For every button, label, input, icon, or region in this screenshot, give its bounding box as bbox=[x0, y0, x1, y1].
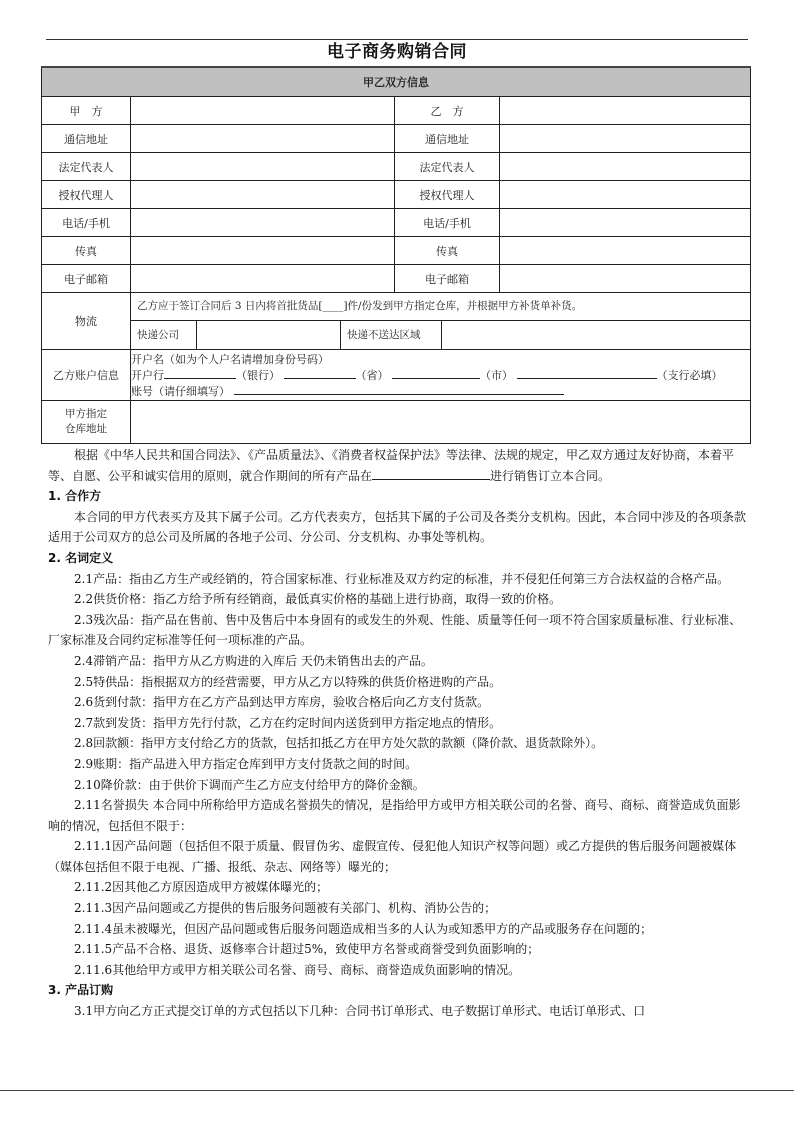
warehouse-address-field[interactable] bbox=[131, 401, 751, 444]
party-b-phone-field[interactable] bbox=[500, 209, 751, 237]
branch-field[interactable] bbox=[517, 367, 657, 379]
party-a-email-label: 电子邮箱 bbox=[42, 265, 131, 293]
definition-item: 2.11.4虽未被曝光，但因产品问题或售后服务问题造成相当多的人认为或知悉甲方的产品或服务存在问题的； bbox=[74, 921, 653, 936]
definition-item: 2.8回款额：指甲方支付给乙方的货款，包括扣抵乙方在甲方处欠款的款额（降价款、退货款除外）。 bbox=[74, 736, 604, 751]
table-row bbox=[42, 209, 751, 237]
definition-item: 2.11.5产品不合格、退货、返修率合计超过5%，致使甲方名誉或商誉受到负面影响的； bbox=[74, 942, 540, 957]
city-suffix: （市） bbox=[480, 368, 513, 382]
party-info-header: 甲乙双方信息 bbox=[42, 67, 751, 97]
page-bottom-rule bbox=[0, 1090, 794, 1091]
no-delivery-area-label: 快递不送达区域 bbox=[341, 321, 442, 349]
party-b-email-label: 电子邮箱 bbox=[395, 265, 500, 293]
definition-item: 2.10降价款：由于供价下调而产生乙方应支付给甲方的降价金额。 bbox=[74, 777, 425, 792]
intro-text-a: 根据《中华人民共和国合同法》、《产品质量法》、《消费者权益保护法》等法律、法规的规定，甲乙双方通过友好协商，本着平等、自愿、公平和诚实信用的原则，就合作期间的所有产品在 bbox=[48, 448, 735, 483]
definition-item: 2.11名誉损失 本合同中所称给甲方造成名誉损失的情况，是指给甲方或甲方相关联公司的名誉、商号、商标、商誉造成负面影响的情况，包括但不限于： bbox=[48, 798, 741, 833]
party-a-label: 甲 方 bbox=[42, 97, 131, 125]
no-delivery-area-field[interactable] bbox=[442, 321, 750, 349]
table-row bbox=[42, 237, 751, 265]
party-a-field[interactable] bbox=[131, 97, 395, 125]
section-1-text: 本合同的甲方代表买方及其下属子公司。乙方代表卖方，包括其下属的子公司及各类分支机构。因此，本合同中涉及的各项条款适用于公司双方的总公司及所属的各地子公司、分公司、分支机构、办事处等机构。 bbox=[48, 509, 747, 545]
table-row bbox=[42, 125, 751, 153]
definition-item: 2.4滞销产品：指甲方从乙方购进的入库后 天仍未销售出去的产品。 bbox=[74, 653, 433, 668]
party-a-address-field[interactable] bbox=[131, 125, 395, 153]
account-name-line: 开户名（如为个人户名请增加身份号码） bbox=[131, 352, 329, 366]
logistics-terms bbox=[131, 293, 750, 321]
party-a-address-label: 通信地址 bbox=[42, 125, 131, 153]
definition-item: 2.9账期：指产品进入甲方指定仓库到甲方支付货款之间的时间。 bbox=[74, 756, 418, 771]
logistics-label: 物流 bbox=[42, 293, 131, 350]
party-b-fax-field[interactable] bbox=[500, 237, 751, 265]
definition-item: 2.3残次品：指产品在售前、售中及售后中本身固有的或发生的外观、性能、质量等任何一项不符合国家质量标准、行业标准、厂家标准及合同约定标准等任何一项标准的产品。 bbox=[48, 612, 742, 648]
party-b-address-field[interactable] bbox=[500, 125, 751, 153]
definition-item: 2.11.2因其他乙方原因造成甲方被媒体曝光的； bbox=[74, 880, 329, 895]
bank-prefix: 开户行 bbox=[131, 368, 164, 382]
party-a-agent-field[interactable] bbox=[131, 181, 395, 209]
logistics-terms-pre: 乙方应于签订合同后 3 日内将首批货品[ bbox=[137, 300, 323, 312]
party-a-legal-rep-field[interactable] bbox=[131, 153, 395, 181]
definition-item: 2.5特供品：指根据双方的经营需要，甲方从乙方以特殊的供货价格进购的产品。 bbox=[74, 674, 502, 689]
intro-paragraph bbox=[48, 445, 748, 486]
province-suffix: （省） bbox=[355, 368, 389, 382]
party-a-legal-rep-label: 法定代表人 bbox=[42, 153, 131, 181]
logistics-row bbox=[42, 293, 751, 350]
party-a-fax-label: 传真 bbox=[42, 237, 131, 265]
city-field[interactable] bbox=[392, 367, 480, 379]
ordering-item: 3.1甲方向乙方正式提交订单的方式包括以下几种：合同书订单形式、电子数据订单形式、电话订单形式、口 bbox=[74, 1004, 646, 1019]
party-b-legal-rep-field[interactable] bbox=[500, 153, 751, 181]
bank-name-field[interactable] bbox=[164, 367, 236, 379]
party-b-address-label: 通信地址 bbox=[395, 125, 500, 153]
sales-platform-field[interactable] bbox=[372, 467, 490, 480]
section-1-heading: 1. 合作方 bbox=[48, 489, 102, 504]
logistics-terms-post: ]件/份发到甲方指定仓库，并根据甲方补货单补货。 bbox=[343, 300, 583, 312]
branch-suffix: （支行必填） bbox=[656, 368, 723, 382]
province-field[interactable] bbox=[284, 367, 356, 379]
warehouse-label-line1: 甲方指定 bbox=[65, 408, 107, 420]
party-a-phone-label: 电话/手机 bbox=[42, 209, 131, 237]
definition-item: 2.1产品：指由乙方生产或经销的，符合国家标准、行业标准及双方约定的标准，并不侵犯任何第三方合法权益的合格产品。 bbox=[74, 571, 730, 586]
table-row bbox=[42, 153, 751, 181]
party-b-legal-rep-label: 法定代表人 bbox=[395, 153, 500, 181]
account-bank-line bbox=[131, 367, 750, 383]
party-a-agent-label: 授权代理人 bbox=[42, 181, 131, 209]
intro-text-b: 进行销售订立本合同。 bbox=[490, 468, 611, 483]
account-number-field[interactable] bbox=[234, 383, 564, 395]
table-row bbox=[42, 97, 751, 125]
definition-item: 2.7款到发货：指甲方先行付款，乙方在约定时间内送货到甲方指定地点的情形。 bbox=[74, 715, 502, 730]
first-batch-quantity-field[interactable]: ____ bbox=[322, 300, 344, 312]
section-3-heading: 3. 产品订购 bbox=[48, 983, 114, 998]
account-details bbox=[131, 350, 751, 401]
account-number-prefix: 账号（请仔细填写） bbox=[131, 384, 230, 398]
definition-item: 2.2供货价格：指乙方给予所有经销商，最低真实价格的基础上进行协商，取得一致的价格。 bbox=[74, 592, 562, 607]
definition-item: 2.6货到付款：指甲方在乙方产品到达甲方库房，验收合格后向乙方支付货款。 bbox=[74, 695, 490, 710]
definition-item: 2.11.3因产品问题或乙方提供的售后服务问题被有关部门、机构、消协公告的； bbox=[74, 901, 497, 916]
party-a-fax-field[interactable] bbox=[131, 237, 395, 265]
table-row bbox=[42, 181, 751, 209]
party-b-label: 乙 方 bbox=[395, 97, 500, 125]
definition-item: 2.11.6其他给甲方或甲方相关联公司名誉、商号、商标、商誉造成负面影响的情况。 bbox=[74, 962, 521, 977]
bank-suffix: （银行） bbox=[236, 368, 280, 382]
account-number-line bbox=[131, 383, 750, 399]
party-a-email-field[interactable] bbox=[131, 265, 395, 293]
courier-company-label: 快递公司 bbox=[131, 321, 197, 349]
account-row bbox=[42, 350, 751, 401]
logistics-courier-row bbox=[131, 321, 750, 349]
table-row bbox=[42, 265, 751, 293]
courier-company-field[interactable] bbox=[197, 321, 341, 349]
party-a-phone-field[interactable] bbox=[131, 209, 395, 237]
party-b-field[interactable] bbox=[500, 97, 751, 125]
party-b-phone-label: 电话/手机 bbox=[395, 209, 500, 237]
party-b-agent-field[interactable] bbox=[500, 181, 751, 209]
definition-item: 2.11.1因产品问题（包括但不限于质量、假冒伪劣、虚假宣传、侵犯他人知识产权等问题）或乙方提供的售后服务问题被媒体（媒体包括但不限于电视、广播、报纸、杂志、网络等）曝光的； bbox=[48, 839, 737, 874]
warehouse-row bbox=[42, 401, 751, 444]
account-label: 乙方账户信息 bbox=[42, 350, 131, 401]
section-2-heading: 2. 名词定义 bbox=[48, 550, 114, 565]
party-b-email-field[interactable] bbox=[500, 265, 751, 293]
warehouse-label bbox=[42, 401, 131, 444]
party-b-fax-label: 传真 bbox=[395, 237, 500, 265]
party-info-table bbox=[41, 66, 751, 444]
warehouse-label-line2: 仓库地址 bbox=[65, 423, 107, 435]
party-b-agent-label: 授权代理人 bbox=[395, 181, 500, 209]
document-title: 电子商务购销合同 bbox=[327, 42, 467, 62]
contract-body bbox=[48, 445, 748, 1022]
